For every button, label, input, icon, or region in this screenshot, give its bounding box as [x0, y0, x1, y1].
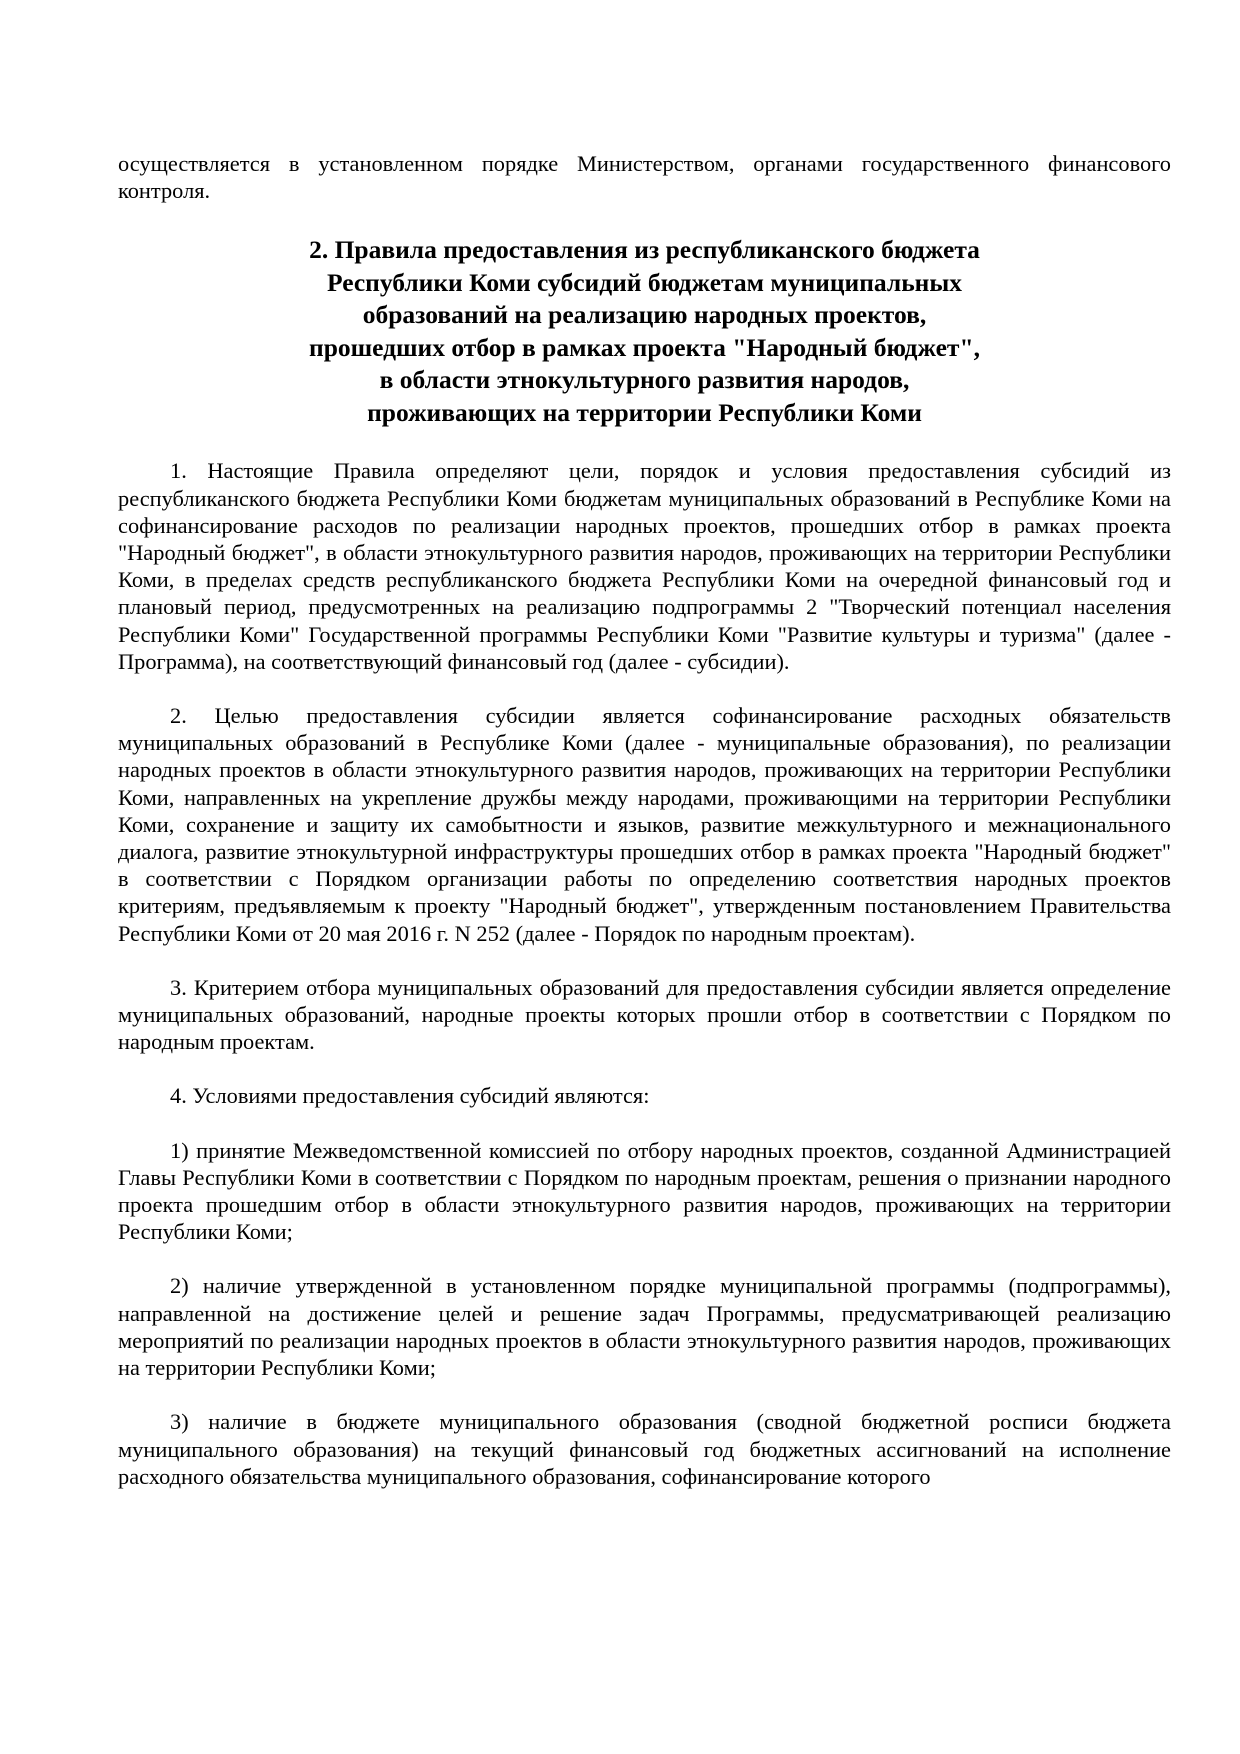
- heading-line: 2. Правила предоставления из республиканского бюджета: [309, 235, 980, 265]
- paragraph-3: 3. Критерием отбора муниципальных образований для предоставления субсидии является определение муниципальных образований, народные проекты которых прошли отбор в соответствии с Порядком по народным проектам.: [118, 974, 1171, 1055]
- paragraph-2: 2. Целью предоставления субсидии является софинансирование расходных обязательств муниципальных образований в Республике Коми (далее - муниципальные образования), по реализации народных проектов в области этнокультурного развития народов, проживающих на территории Республики Коми, направленных на укрепление дружбы между народами, проживающими на территории Республики Коми, сохранение и защиту их самобытности и языков, развитие межкультурного и межнационального диалога, развитие этнокультурной инфраструктуры прошедших отбор в рамках проекта "Народный бюджет" в соответствии с Порядком организации работы по определению соответствия народных проектов критериям, предъявляемым к проекту "Народный бюджет", утвержденным постановлением Правительства Республики Коми от 20 мая 2016 г. N 252 (далее - Порядок по народным проектам).: [118, 703, 1171, 946]
- intro-paragraph: осуществляется в установленном порядке Министерством, органами государственного финансового контроля.: [118, 151, 1171, 204]
- section-heading: [118, 234, 1171, 429]
- heading-line: образований на реализацию народных проектов,: [362, 300, 927, 330]
- condition-3: 3) наличие в бюджете муниципального образования (сводной бюджетной росписи бюджета муниципального образования) на текущий финансовый год бюджетных ассигнований на исполнение расходного обязательства муниципального образования, софинансирование которого: [118, 1409, 1171, 1489]
- heading-line: прошедших отбор в рамках проекта "Народный бюджет",: [309, 332, 980, 362]
- condition-2: 2) наличие утвержденной в установленном порядке муниципальной программы (подпрограммы), направленной на достижение целей и решение задач Программы, предусматривающей реализацию мероприятий по реализации народных проектов в области этнокультурного развития народов, проживающих на территории Республики Коми;: [118, 1273, 1171, 1381]
- paragraph-4: 4. Условиями предоставления субсидий являются:: [170, 1083, 650, 1109]
- heading-line: Республики Коми субсидий бюджетам муниципальных: [326, 267, 963, 297]
- heading-line: проживающих на территории Республики Коми: [367, 397, 922, 427]
- document-page: [118, 150, 1171, 1490]
- condition-1: 1) принятие Межведомственной комиссией по отбору народных проектов, созданной Администрацией Главы Республики Коми в соответствии с Порядком по народным проектам, решения о признании народного проекта прошедшим отбор в области этнокультурного развития народов, проживающих на территории Республики Коми;: [118, 1137, 1171, 1245]
- heading-line: в области этнокультурного развития народов,: [379, 365, 910, 395]
- paragraph-1: 1. Настоящие Правила определяют цели, порядок и условия предоставления субсидий из республиканского бюджета Республики Коми бюджетам муниципальных образований в Республике Коми на софинансирование расходов по реализации народных проектов, прошедших отбор в рамках проекта "Народный бюджет", в области этнокультурного развития народов, проживающих на территории Республики Коми, в пределах средств республиканского бюджета Республики Коми на очередной финансовый год и плановый период, предусмотренных на реализацию подпрограммы 2 "Творческий потенциал населения Республики Коми" Государственной программы Республики Коми "Развитие культуры и туризма" (далее - Программа), на соответствующий финансовый год (далее - субсидии).: [118, 458, 1171, 674]
